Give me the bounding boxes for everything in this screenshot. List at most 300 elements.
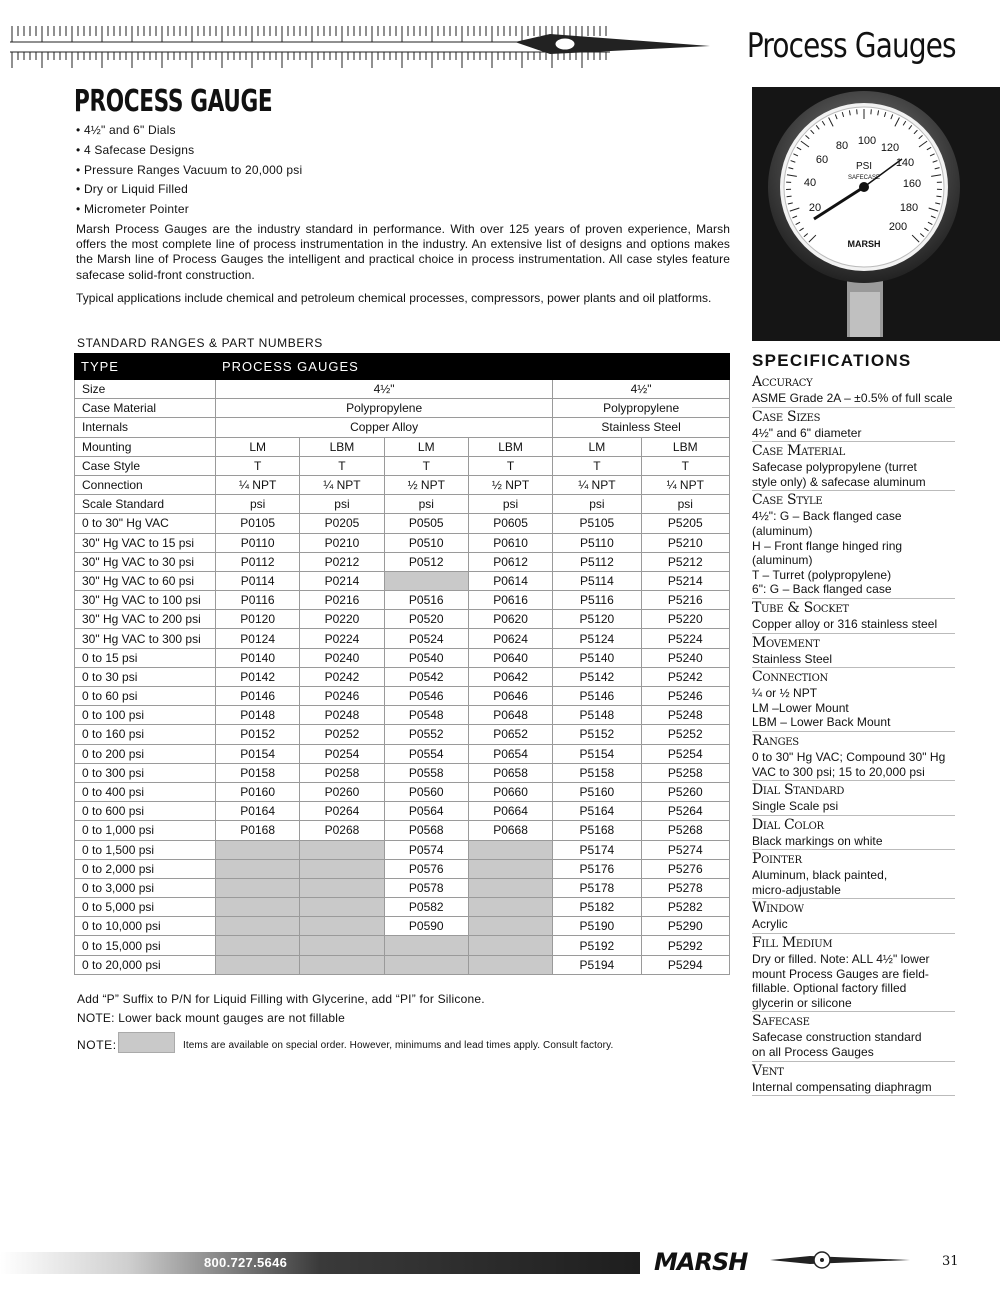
type-header: TYPE — [75, 354, 216, 380]
table-row — [75, 475, 730, 494]
part-number-cell: P0140 — [216, 648, 300, 667]
part-number-cell: P0152 — [216, 725, 300, 744]
special-order-cell — [300, 878, 384, 897]
special-order-cell — [300, 917, 384, 936]
special-order-cell — [216, 859, 300, 878]
spec-item — [752, 635, 955, 669]
special-order-cell — [384, 571, 468, 590]
spec-body: 0 to 30" Hg VAC; Compound 30" Hg VAC to 300 psi; 15 to 20,000 psi — [752, 749, 946, 779]
part-number-cell: P5112 — [553, 552, 641, 571]
table-row — [75, 533, 730, 552]
row-label: Connection — [75, 475, 216, 494]
row-label: Scale Standard — [75, 495, 216, 514]
table-cell: 4½" — [553, 380, 730, 399]
table-row — [75, 898, 730, 917]
table-row — [75, 936, 730, 955]
row-label: 30" Hg VAC to 100 psi — [75, 591, 216, 610]
part-number-cell: P5254 — [641, 744, 729, 763]
spec-title: Window — [752, 900, 804, 917]
part-number-cell: LBM — [468, 437, 552, 456]
part-number-cell: P5148 — [553, 706, 641, 725]
dial-number: 80 — [835, 140, 849, 152]
part-number-cell: P0146 — [216, 687, 300, 706]
spec-title: Dial Color — [752, 816, 824, 833]
spec-body: Internal compensating diaphragm — [752, 1079, 932, 1094]
part-number-cell: P5260 — [641, 782, 729, 801]
spec-body: ASME Grade 2A – ±0.5% of full scale — [752, 391, 953, 405]
part-number-cell: ¼ NPT — [300, 475, 384, 494]
part-number-cell: T — [468, 456, 552, 475]
part-number-cell: P0268 — [300, 821, 384, 840]
part-number-cell: T — [300, 456, 384, 475]
part-number-cell: P0110 — [216, 533, 300, 552]
spec-body: Copper alloy or 316 stainless steel — [752, 616, 938, 631]
part-number-cell: psi — [641, 495, 729, 514]
gray-swatch — [118, 1032, 175, 1053]
part-number-cell: LBM — [641, 437, 729, 456]
row-label: 0 to 400 psi — [75, 782, 216, 801]
part-number-cell: P0260 — [300, 782, 384, 801]
table-row — [75, 763, 730, 782]
special-order-cell — [468, 955, 552, 974]
part-number-cell: P0240 — [300, 648, 384, 667]
part-number-cell: P5124 — [553, 629, 641, 648]
part-number-cell: P0668 — [468, 821, 552, 840]
part-number-cell: psi — [553, 495, 641, 514]
row-label: 0 to 20,000 psi — [75, 955, 216, 974]
part-number-cell: P5242 — [641, 667, 729, 686]
spec-body: Black markings on white — [752, 833, 883, 848]
table-row — [75, 629, 730, 648]
table-row — [75, 380, 730, 399]
part-number-cell: P0648 — [468, 706, 552, 725]
product-title: PROCESS GAUGE — [74, 84, 273, 119]
part-number-cell: P0105 — [216, 514, 300, 533]
spec-item — [752, 782, 955, 816]
table-cell: Copper Alloy — [216, 418, 553, 437]
dial-brand: SAFECASE — [847, 175, 881, 181]
row-label: Internals — [75, 418, 216, 437]
part-number-cell: P0252 — [300, 725, 384, 744]
part-number-cell: P0548 — [384, 706, 468, 725]
part-number-cell: P5140 — [553, 648, 641, 667]
part-number-cell: P5120 — [553, 610, 641, 629]
table-cell: Stainless Steel — [553, 418, 730, 437]
part-number-cell: P5278 — [641, 878, 729, 897]
process-gauges-header: PROCESS GAUGES — [216, 354, 730, 380]
part-number-cell: P5246 — [641, 687, 729, 706]
bullet-item: • Pressure Ranges Vacuum to 20,000 psi — [76, 161, 302, 181]
table-row — [75, 840, 730, 859]
spec-item — [752, 733, 955, 781]
part-number-cell: ¼ NPT — [216, 475, 300, 494]
part-number-cell: P0542 — [384, 667, 468, 686]
row-label: 0 to 300 psi — [75, 763, 216, 782]
part-number-cell: P0112 — [216, 552, 300, 571]
part-number-cell: P5194 — [553, 955, 641, 974]
spec-body: Safecase construction standard on all Process Gauges — [752, 1030, 922, 1060]
special-order-cell — [300, 936, 384, 955]
part-number-cell: P5105 — [553, 514, 641, 533]
special-order-cell — [468, 859, 552, 878]
table-row — [75, 552, 730, 571]
part-number-cell: P0510 — [384, 533, 468, 552]
table-cell: Polypropylene — [553, 399, 730, 418]
part-number-cell: P5142 — [553, 667, 641, 686]
part-number-cell: P0142 — [216, 667, 300, 686]
part-number-cell: P5292 — [641, 936, 729, 955]
part-number-cell: P0578 — [384, 878, 468, 897]
part-number-cell: P0158 — [216, 763, 300, 782]
table-row — [75, 917, 730, 936]
special-order-cell — [216, 917, 300, 936]
special-order-cell — [468, 878, 552, 897]
part-number-cell: P0512 — [384, 552, 468, 571]
special-order-cell — [216, 936, 300, 955]
row-label: 0 to 1,000 psi — [75, 821, 216, 840]
page-title: Process Gauges — [747, 26, 956, 66]
part-number-cell: P0610 — [468, 533, 552, 552]
special-order-cell — [384, 955, 468, 974]
part-number-cell: P0658 — [468, 763, 552, 782]
spec-body: Single Scale psi — [752, 799, 839, 814]
special-order-cell — [300, 859, 384, 878]
part-number-cell: P5154 — [553, 744, 641, 763]
part-number-cell: P0214 — [300, 571, 384, 590]
table-row — [75, 514, 730, 533]
spec-title: Safecase — [752, 1013, 810, 1030]
part-number-cell: P0624 — [468, 629, 552, 648]
special-order-cell — [216, 840, 300, 859]
row-label: Case Material — [75, 399, 216, 418]
row-label: 0 to 2,000 psi — [75, 859, 216, 878]
part-number-cell: psi — [216, 495, 300, 514]
part-number-cell: P0248 — [300, 706, 384, 725]
row-label: 0 to 30 psi — [75, 667, 216, 686]
special-order-cell — [468, 840, 552, 859]
part-number-cell: P0582 — [384, 898, 468, 917]
part-number-cell: T — [641, 456, 729, 475]
row-label: Case Style — [75, 456, 216, 475]
dial-logo: MARSH — [847, 239, 881, 249]
row-label: 0 to 60 psi — [75, 687, 216, 706]
part-number-cell: P0560 — [384, 782, 468, 801]
table-row — [75, 859, 730, 878]
spec-title: Movement — [752, 634, 820, 651]
special-order-cell — [300, 955, 384, 974]
gauge-photo — [752, 87, 1000, 341]
table-row — [75, 955, 730, 974]
part-number-cell: P0558 — [384, 763, 468, 782]
part-number-cell: LM — [384, 437, 468, 456]
part-number-cell: P5168 — [553, 821, 641, 840]
spec-title: Ranges — [752, 732, 799, 749]
table-row — [75, 667, 730, 686]
part-number-cell: P0220 — [300, 610, 384, 629]
part-number-cell: P0646 — [468, 687, 552, 706]
spec-item — [752, 851, 955, 899]
spec-title: Case Sizes — [752, 408, 821, 425]
part-number-cell: P5212 — [641, 552, 729, 571]
part-number-cell: P5290 — [641, 917, 729, 936]
part-number-cell: P0164 — [216, 802, 300, 821]
dial-number: 40 — [803, 177, 817, 189]
part-number-cell: P0160 — [216, 782, 300, 801]
part-number-cell: P5116 — [553, 591, 641, 610]
spec-body: 4½": G – Back flanged case (aluminum) H – Front flange hinged ring (aluminum) T – Turret (polypropylene) 6": G – Back flanged case — [752, 509, 903, 597]
part-number-cell: P5282 — [641, 898, 729, 917]
row-label: 0 to 10,000 psi — [75, 917, 216, 936]
spec-title: Accuracy — [752, 374, 813, 390]
table-row — [75, 687, 730, 706]
part-number-cell: ¼ NPT — [641, 475, 729, 494]
part-number-cell: P0254 — [300, 744, 384, 763]
table-row — [75, 782, 730, 801]
spec-item — [752, 1063, 955, 1097]
special-order-cell — [468, 898, 552, 917]
spec-item — [752, 935, 955, 1012]
spec-title: Pointer — [752, 851, 802, 868]
dial-number: 60 — [815, 154, 829, 166]
part-number-cell: psi — [300, 495, 384, 514]
row-label: Size — [75, 380, 216, 399]
dial-number: 160 — [902, 178, 922, 190]
part-number-cell: P5214 — [641, 571, 729, 590]
table-row — [75, 725, 730, 744]
part-number-cell: P5192 — [553, 936, 641, 955]
row-label: 0 to 600 psi — [75, 802, 216, 821]
special-order-cell — [216, 955, 300, 974]
row-label: 30" Hg VAC to 15 psi — [75, 533, 216, 552]
part-number-cell: P5164 — [553, 802, 641, 821]
row-label: 0 to 15,000 psi — [75, 936, 216, 955]
part-number-cell: P0568 — [384, 821, 468, 840]
part-number-cell: P0554 — [384, 744, 468, 763]
row-label: 30" Hg VAC to 200 psi — [75, 610, 216, 629]
table-row — [75, 648, 730, 667]
special-order-cell — [384, 936, 468, 955]
specifications-heading: SPECIFICATIONS — [752, 351, 912, 370]
part-number-cell: P0242 — [300, 667, 384, 686]
special-order-note: Items are available on special order. However, minimums and lead times apply. Consult factory. — [183, 1040, 614, 1051]
part-number-cell: psi — [384, 495, 468, 514]
dial-number: 120 — [880, 142, 900, 154]
bullet-item: • 4 Safecase Designs — [76, 141, 302, 161]
table-row — [75, 878, 730, 897]
part-number-cell: psi — [468, 495, 552, 514]
part-number-cell: P0216 — [300, 591, 384, 610]
special-order-cell — [216, 878, 300, 897]
row-label: 30" Hg VAC to 30 psi — [75, 552, 216, 571]
spec-item — [752, 443, 955, 491]
part-number-cell: P0564 — [384, 802, 468, 821]
dial-number: 140 — [895, 157, 915, 169]
note-label: NOTE: — [77, 1038, 117, 1052]
part-number-cell: P5174 — [553, 840, 641, 859]
part-number-cell: P0616 — [468, 591, 552, 610]
row-label: 0 to 30" Hg VAC — [75, 514, 216, 533]
part-number-cell: P5190 — [553, 917, 641, 936]
part-number-cell: P0664 — [468, 802, 552, 821]
part-number-cell: T — [553, 456, 641, 475]
part-number-cell: P0590 — [384, 917, 468, 936]
spec-body: ¼ or ½ NPT LM –Lower Mount LBM – Lower Back Mount — [752, 686, 891, 730]
dial-number: 100 — [857, 135, 877, 147]
table-row — [75, 744, 730, 763]
special-order-cell — [216, 898, 300, 917]
part-number-cell: P0246 — [300, 687, 384, 706]
table-cell: Polypropylene — [216, 399, 553, 418]
part-number-cell: P5268 — [641, 821, 729, 840]
part-number-cell: P5276 — [641, 859, 729, 878]
part-number-cell: P0614 — [468, 571, 552, 590]
spec-body: Acrylic — [752, 917, 788, 932]
spec-title: Fill Medium — [752, 935, 833, 952]
spec-title: Vent — [752, 1062, 784, 1079]
spec-body: Safecase polypropylene (turret style only) & safecase aluminum — [752, 460, 926, 489]
part-number-cell: P0654 — [468, 744, 552, 763]
dial-number: 180 — [899, 202, 919, 214]
spec-title: Dial Standard — [752, 782, 845, 799]
table-row — [75, 706, 730, 725]
spec-title: Connection — [752, 669, 828, 686]
part-number-cell: P0505 — [384, 514, 468, 533]
part-number-cell: ¼ NPT — [553, 475, 641, 494]
spec-title: Case Style — [752, 492, 823, 509]
table-cell: 4½" — [216, 380, 553, 399]
part-number-cell: P0620 — [468, 610, 552, 629]
feature-bullets — [76, 121, 302, 220]
table-row — [75, 437, 730, 456]
table-row — [75, 495, 730, 514]
part-number-cell: T — [384, 456, 468, 475]
bullet-item: • Dry or Liquid Filled — [76, 180, 302, 200]
row-label: 0 to 160 psi — [75, 725, 216, 744]
part-number-cell: P0552 — [384, 725, 468, 744]
footer-bar — [0, 1252, 640, 1274]
part-number-cell: P0264 — [300, 802, 384, 821]
part-number-cell: P5176 — [553, 859, 641, 878]
spec-body: Aluminum, black painted, micro-adjustable — [752, 868, 888, 897]
spec-item — [752, 817, 955, 851]
special-order-cell — [468, 936, 552, 955]
table-row — [75, 610, 730, 629]
spec-item — [752, 1013, 955, 1061]
spec-body: Stainless Steel — [752, 651, 833, 666]
row-label: 0 to 200 psi — [75, 744, 216, 763]
part-number-cell: P5216 — [641, 591, 729, 610]
bullet-item: • 4½" and 6" Dials — [76, 121, 302, 141]
part-number-cell: P5152 — [553, 725, 641, 744]
part-number-cell: P5248 — [641, 706, 729, 725]
table-row — [75, 821, 730, 840]
part-number-cell: P5274 — [641, 840, 729, 859]
special-order-cell — [468, 917, 552, 936]
part-number-cell: P0652 — [468, 725, 552, 744]
part-number-cell: P0574 — [384, 840, 468, 859]
spec-item — [752, 600, 955, 634]
spec-item — [752, 900, 955, 934]
part-number-cell: P0524 — [384, 629, 468, 648]
part-number-cell: P0205 — [300, 514, 384, 533]
product-description: Marsh Process Gauges are the industry standard in performance. With over 125 years of proven experience, Marsh offers the most complete line of process instrumentation in the industry. An extensive list of designs and options makes the Marsh line of Process Gauges the intelligent and practical choice in process instrumentation. All case styles feature safecase solid-front construction. — [76, 222, 730, 282]
part-number-cell: P0642 — [468, 667, 552, 686]
page-number: 31 — [942, 1254, 959, 1269]
part-number-cell: P5146 — [553, 687, 641, 706]
table-row — [75, 399, 730, 418]
row-label: 0 to 5,000 psi — [75, 898, 216, 917]
table-row — [75, 571, 730, 590]
spec-body: Dry or filled. Note: ALL 4½" lower mount Process Gauges are field- fillable. Optional factory filled glycerin or silicone — [752, 952, 930, 1010]
part-number-cell: P0576 — [384, 859, 468, 878]
part-number-cell: P0520 — [384, 610, 468, 629]
part-number-cell: P5114 — [553, 571, 641, 590]
part-number-cell: P0124 — [216, 629, 300, 648]
part-number-cell: P0114 — [216, 571, 300, 590]
part-number-cell: P0612 — [468, 552, 552, 571]
ruler-decoration — [10, 18, 710, 78]
part-number-cell: P0540 — [384, 648, 468, 667]
table-section-title: STANDARD RANGES & PART NUMBERS — [77, 336, 323, 350]
row-label: 0 to 15 psi — [75, 648, 216, 667]
part-number-cell: P0116 — [216, 591, 300, 610]
part-number-cell: P5160 — [553, 782, 641, 801]
part-number-cell: LBM — [300, 437, 384, 456]
table-row — [75, 456, 730, 475]
special-order-cell — [300, 898, 384, 917]
spec-item — [752, 374, 955, 408]
part-number-cell: P0212 — [300, 552, 384, 571]
specifications-list — [752, 374, 955, 1097]
row-label: 30" Hg VAC to 300 psi — [75, 629, 216, 648]
part-number-cell: P0605 — [468, 514, 552, 533]
part-number-cell: P5110 — [553, 533, 641, 552]
part-number-cell: P5252 — [641, 725, 729, 744]
part-number-cell: P0640 — [468, 648, 552, 667]
part-number-cell: P0168 — [216, 821, 300, 840]
part-number-cell: P5205 — [641, 514, 729, 533]
suffix-note: Add “P” Suffix to P/N for Liquid Filling with Glycerine, add “PI” for Silicone. — [77, 992, 485, 1006]
part-number-cell: P5294 — [641, 955, 729, 974]
pointer-icon — [770, 1248, 920, 1272]
dial-unit: PSI — [855, 161, 873, 172]
part-number-cell: P0546 — [384, 687, 468, 706]
dial-number: 200 — [888, 221, 908, 233]
product-applications: Typical applications include chemical and petroleum chemical processes, compressors, power plants and oil platforms. — [76, 291, 712, 305]
special-order-cell — [300, 840, 384, 859]
part-number-cell: P5240 — [641, 648, 729, 667]
marsh-logo: MARSH — [654, 1248, 748, 1276]
lbm-note: NOTE: Lower back mount gauges are not fillable — [77, 1011, 346, 1025]
part-number-cell: P5210 — [641, 533, 729, 552]
part-number-cell: P0210 — [300, 533, 384, 552]
spec-title: Case Material — [752, 443, 845, 460]
bullet-item: • Micrometer Pointer — [76, 200, 302, 220]
part-number-cell: P5182 — [553, 898, 641, 917]
spec-item — [752, 492, 955, 599]
spec-title: Tube & Socket — [752, 599, 849, 616]
part-number-cell: P0660 — [468, 782, 552, 801]
part-number-cell: P5158 — [553, 763, 641, 782]
part-number-cell: P0120 — [216, 610, 300, 629]
row-label: 0 to 3,000 psi — [75, 878, 216, 897]
part-number-cell: P5264 — [641, 802, 729, 821]
part-number-cell: LM — [553, 437, 641, 456]
table-row — [75, 418, 730, 437]
part-number-cell: ½ NPT — [468, 475, 552, 494]
part-number-cell: P0148 — [216, 706, 300, 725]
part-numbers-table — [74, 353, 730, 975]
